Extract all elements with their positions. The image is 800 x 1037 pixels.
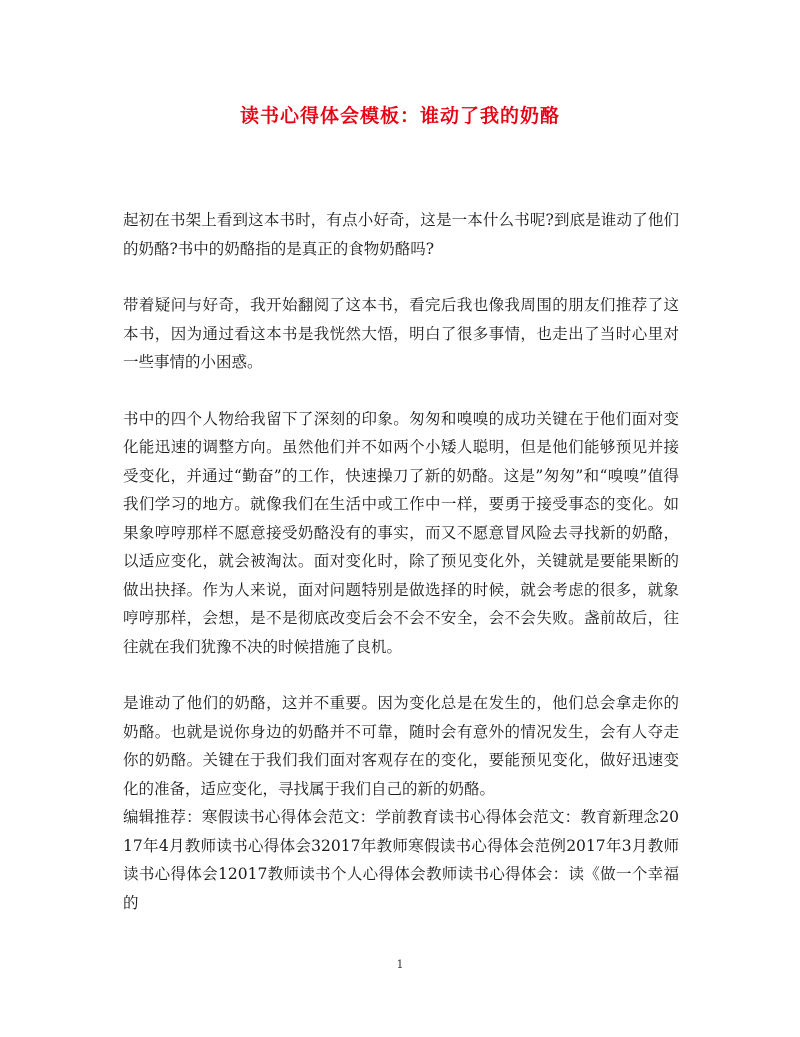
document-body — [123, 206, 679, 917]
paragraph-4: 是谁动了他们的奶酪，这并不重要。因为变化总是在发生的，他们总会拿走你的奶酪。也就是说你身边的奶酪并不可靠，随时会有意外的情况发生，会有人夺走你的奶酪。关键在于我们我们面对客观存在的变化，要能预见变化，做好迅速变化的准备，适应变化，寻找属于我们自己的新的奶酪。 — [123, 694, 679, 798]
paragraph-2: 带着疑问与好奇，我开始翻阅了这本书，看完后我也像我周围的朋友们推荐了这本书，因为通过看这本书是我恍然大悟，明白了很多事情，也走出了当时心里对一些事情的小困惑。 — [123, 296, 679, 371]
document-title: 读书心得体会模板：谁动了我的奶酪 — [239, 105, 560, 127]
paragraph-3: 书中的四个人物给我留下了深刻的印象。匆匆和嗅嗅的成功关键在于他们面对变化能迅速的调整方向。虽然他们并不如两个小矮人聪明，但是他们能够预见并接受变化，并通过“勤奋”的工作，快速操刀了新的奶酪。这是”匆匆”和“嗅嗅”值得我们学习的地方。就像我们在生活中或工作中一样，要勇于接受事态的变化。如果象哼哼那样不愿意接受奶酪没有的事实，而又不愿意冒风险去寻找新的奶酪，以适应变化，就会被淘汰。面对变化时，除了预见变化外，关键就是要能果断的做出抉择。作为人来说，面对问题特别是做选择的时候，就会考虑的很多，就象哼哼那样，会想，是不是彻底改变后会不会不安全，会不会失败。盏前故后，往往就在我们犹豫不决的时候措施了良机。 — [123, 409, 679, 656]
paragraph-1: 起初在书架上看到这本书时，有点小好奇，这是一本什么书呢?到底是谁动了他们的奶酪?书中的奶酪指的是真正的食物奶酪吗? — [123, 211, 679, 258]
editor-recommendation: 编辑推荐：寒假读书心得体会范文：学前教育读书心得体会范文：教育新理念2017年4月教师读书心得体会32017年教师寒假读书心得体会范例2017年3月教师读书心得体会12017教师读书个人心得体会教师读书心得体会：读《做一个幸福的 — [123, 808, 679, 912]
page-number: 1 — [396, 958, 404, 971]
